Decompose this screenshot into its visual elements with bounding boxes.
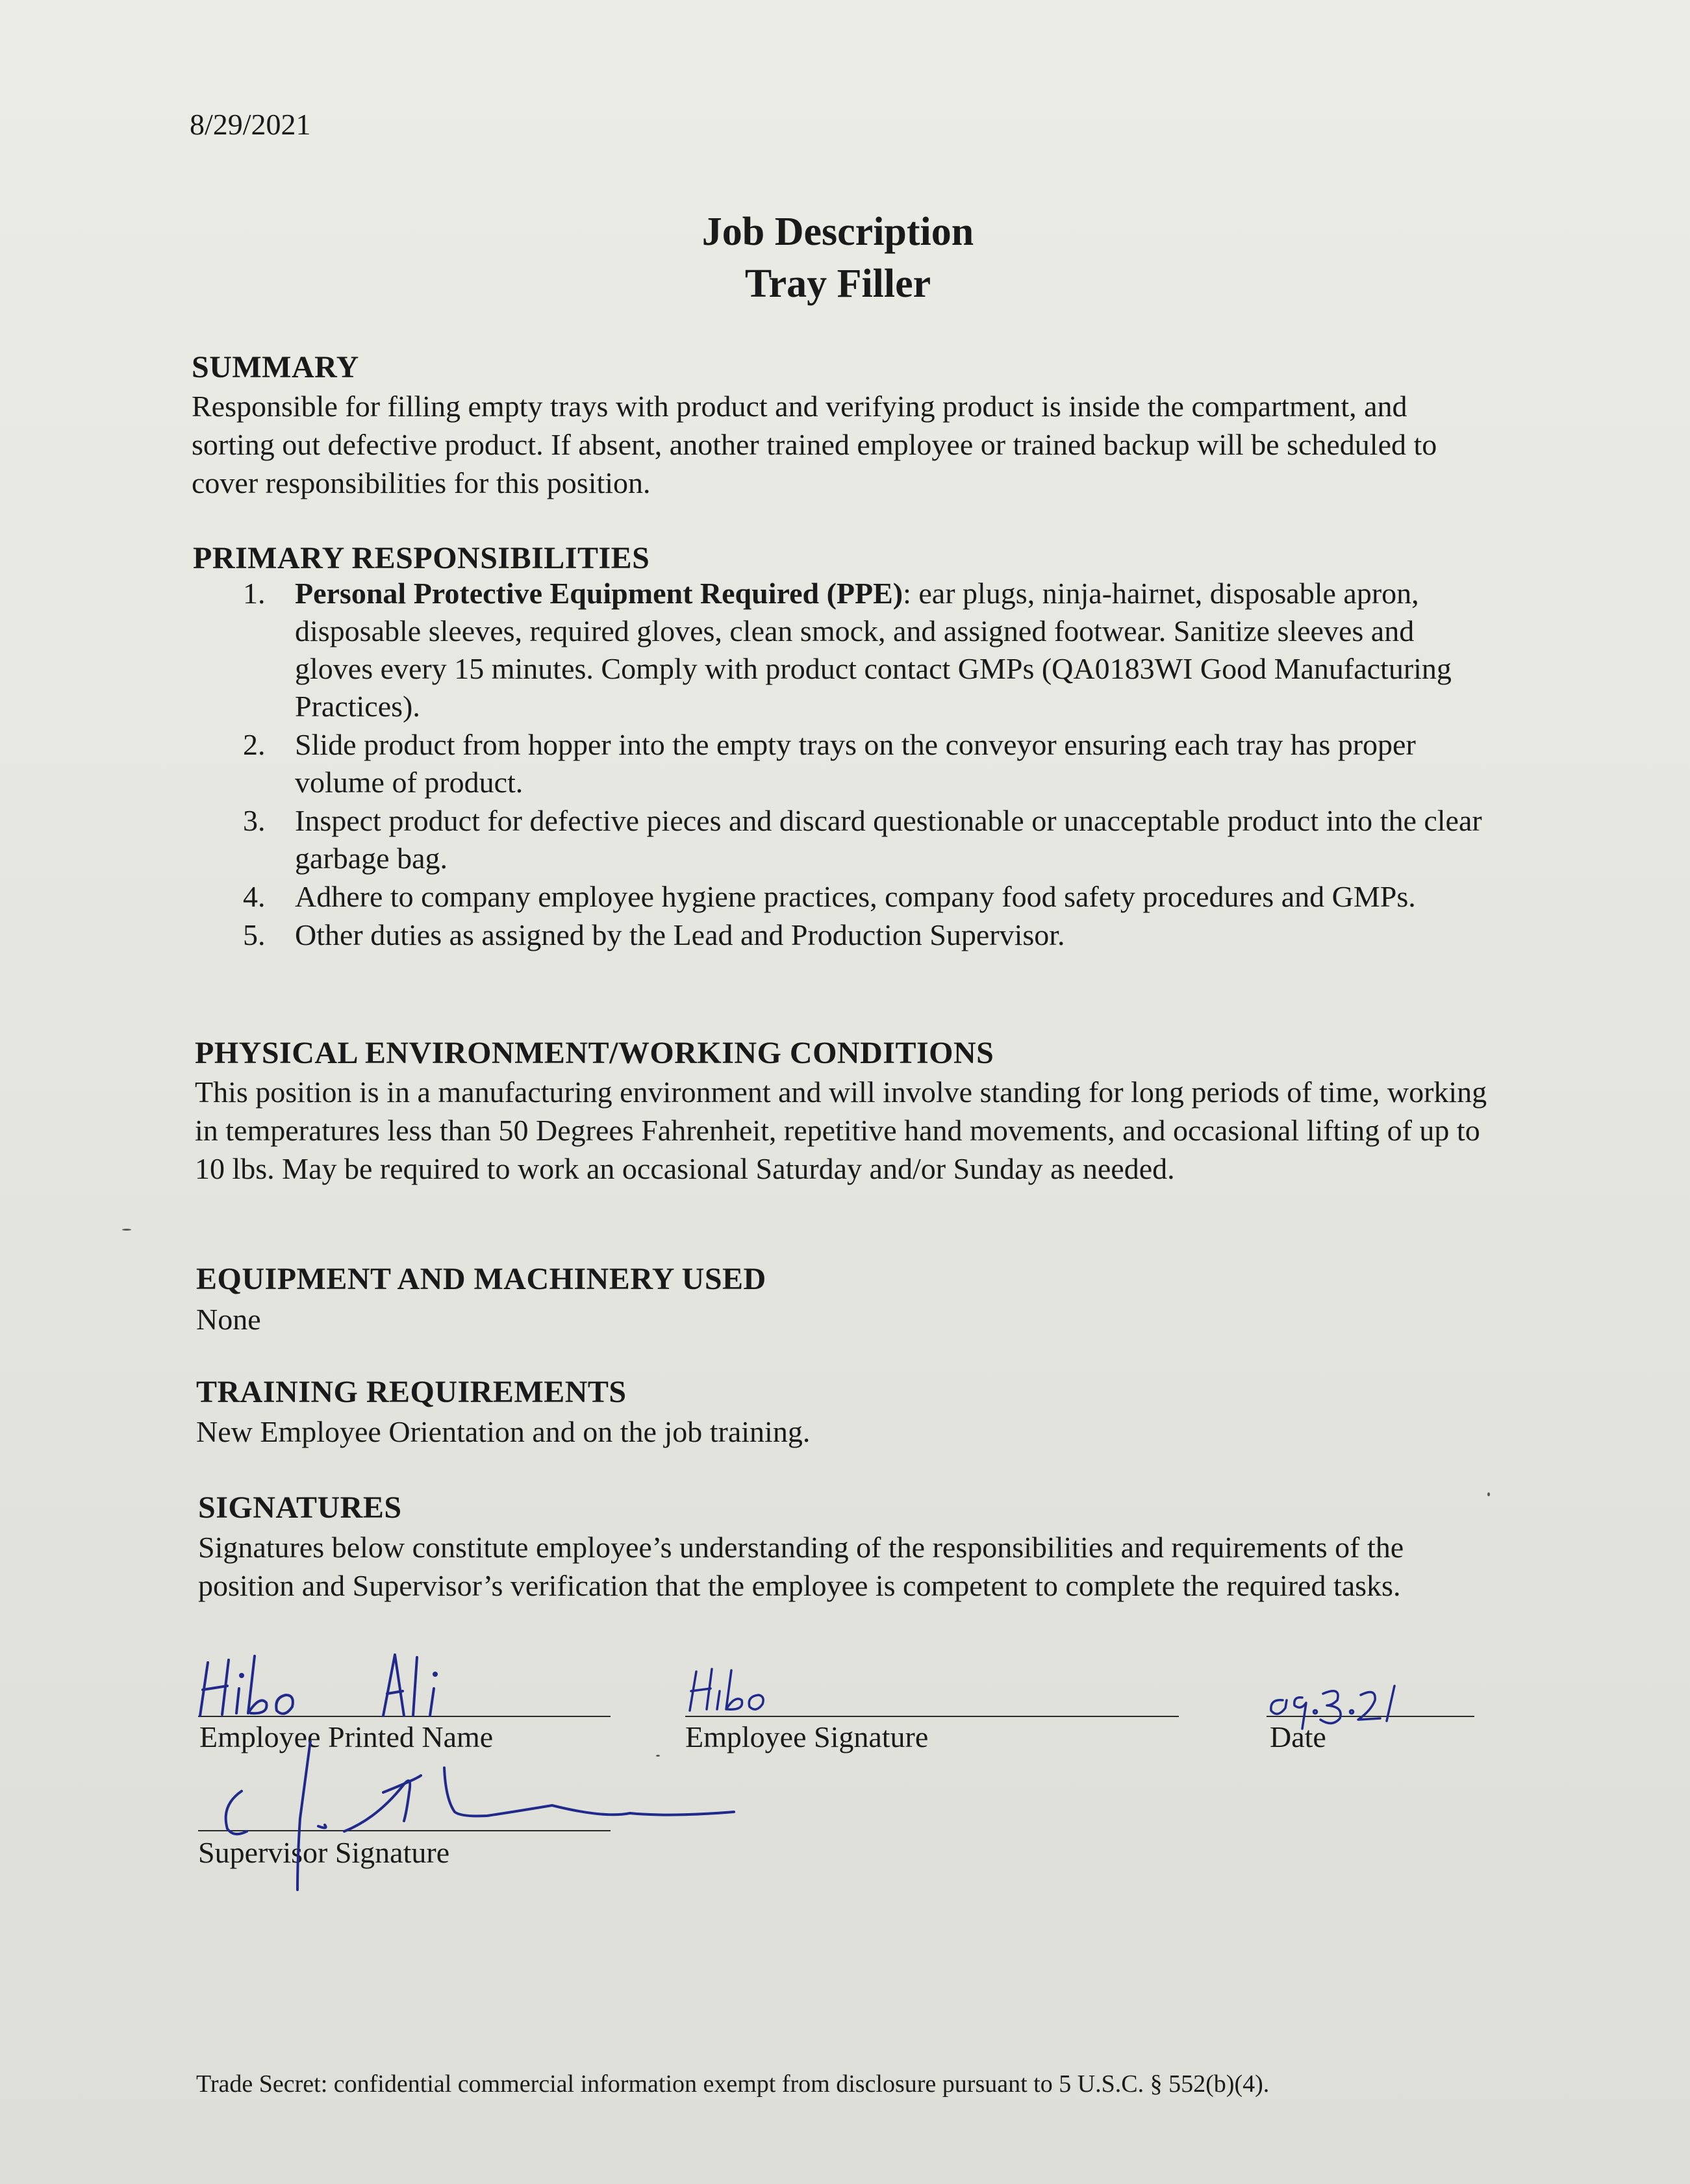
list-item-number: 4.	[243, 880, 266, 913]
environment-text: This position is in a manufacturing environment and will involve standing for long periods of time, working in temperatures less than 50 Degrees Fahrenheit, repetitive hand movements, and occasional lifting of up to 10 lbs. May be required to work an occasional Saturday and/or Sunday as needed.	[195, 1075, 1487, 1185]
list-item-number: 3.	[243, 804, 266, 837]
list-item-text: Other duties as assigned by the Lead and Production Supervisor.	[295, 918, 1065, 951]
employee-signature-label: Employee Signature	[685, 1720, 929, 1753]
list-item	[227, 726, 1494, 801]
list-item	[227, 916, 1494, 954]
signatures-heading: SIGNATURES	[198, 1490, 402, 1525]
list-item-number: 1.	[243, 577, 266, 610]
signatures-text: Signatures below constitute employee’s understanding of the responsibilities and requirements of the position and Supervisor’s verification that the employee is competent to complete the required tasks.	[198, 1531, 1404, 1602]
environment-heading: PHYSICAL ENVIRONMENT/WORKING CONDITIONS	[195, 1036, 994, 1070]
responsibilities-heading: PRIMARY RESPONSIBILITIES	[193, 541, 650, 575]
list-item	[227, 802, 1494, 877]
list-item	[227, 878, 1494, 916]
document-title: Job Description	[701, 210, 974, 254]
employee-printed-name-line	[198, 1716, 611, 1717]
employee-printed-name-label: Employee Printed Name	[199, 1720, 494, 1753]
list-item-number: 5.	[243, 918, 266, 951]
list-item-bold: Personal Protective Equipment Required (PPE)	[295, 577, 903, 610]
training-heading: TRAINING REQUIREMENTS	[196, 1375, 627, 1409]
footer-confidentiality-notice: Trade Secret: confidential commercial information exempt from disclosure pursuant to 5 U.S.C. § 552(b)(4).	[196, 2070, 1270, 2098]
scan-speck	[656, 1755, 660, 1757]
date-label: Date	[1270, 1720, 1326, 1753]
scan-speck	[1487, 1492, 1490, 1496]
supervisor-signature-label: Supervisor Signature	[198, 1836, 450, 1869]
list-item-text: Inspect product for defective pieces and discard questionable or unacceptable product into the clear garbage bag.	[295, 804, 1482, 875]
equipment-heading: EQUIPMENT AND MACHINERY USED	[196, 1262, 766, 1296]
employee-signature-line	[685, 1716, 1179, 1717]
supervisor-signature-line	[198, 1830, 611, 1831]
responsibilities-list	[227, 575, 1494, 955]
equipment-text: None	[196, 1303, 261, 1336]
summary-heading: SUMMARY	[192, 350, 359, 384]
handwritten-printed-name	[188, 1643, 474, 1727]
scan-speck	[122, 1229, 131, 1231]
handwritten-supervisor-signature	[214, 1740, 747, 1896]
list-item-number: 2.	[243, 728, 266, 761]
list-item-text: Adhere to company employee hygiene practices, company food safety procedures and GMPs.	[295, 880, 1416, 913]
summary-text: Responsible for filling empty trays with product and verifying product is inside the compartment, and sorting out defective product. If absent, another trained employee or trained backup will be scheduled to cover responsibilities for this position.	[192, 390, 1437, 499]
training-text: New Employee Orientation and on the job training.	[196, 1415, 811, 1448]
list-item-text: : ear plugs, ninja-hairnet, disposable apron, disposable sleeves, required gloves, clean smock, and assigned footwear. Sanitize sleeves and gloves every 15 minutes. Comply with product contact GMPs (QA0183WI Good Manufacturing Practices).	[295, 577, 1452, 723]
document-date: 8/29/2021	[190, 108, 311, 141]
list-item-text: Slide product from hopper into the empty trays on the conveyor ensuring each tray has proper volume of product.	[295, 728, 1416, 799]
date-line	[1267, 1716, 1474, 1717]
handwritten-employee-signature	[682, 1663, 779, 1721]
document-subtitle: Tray Filler	[744, 262, 931, 306]
list-item	[227, 575, 1494, 725]
